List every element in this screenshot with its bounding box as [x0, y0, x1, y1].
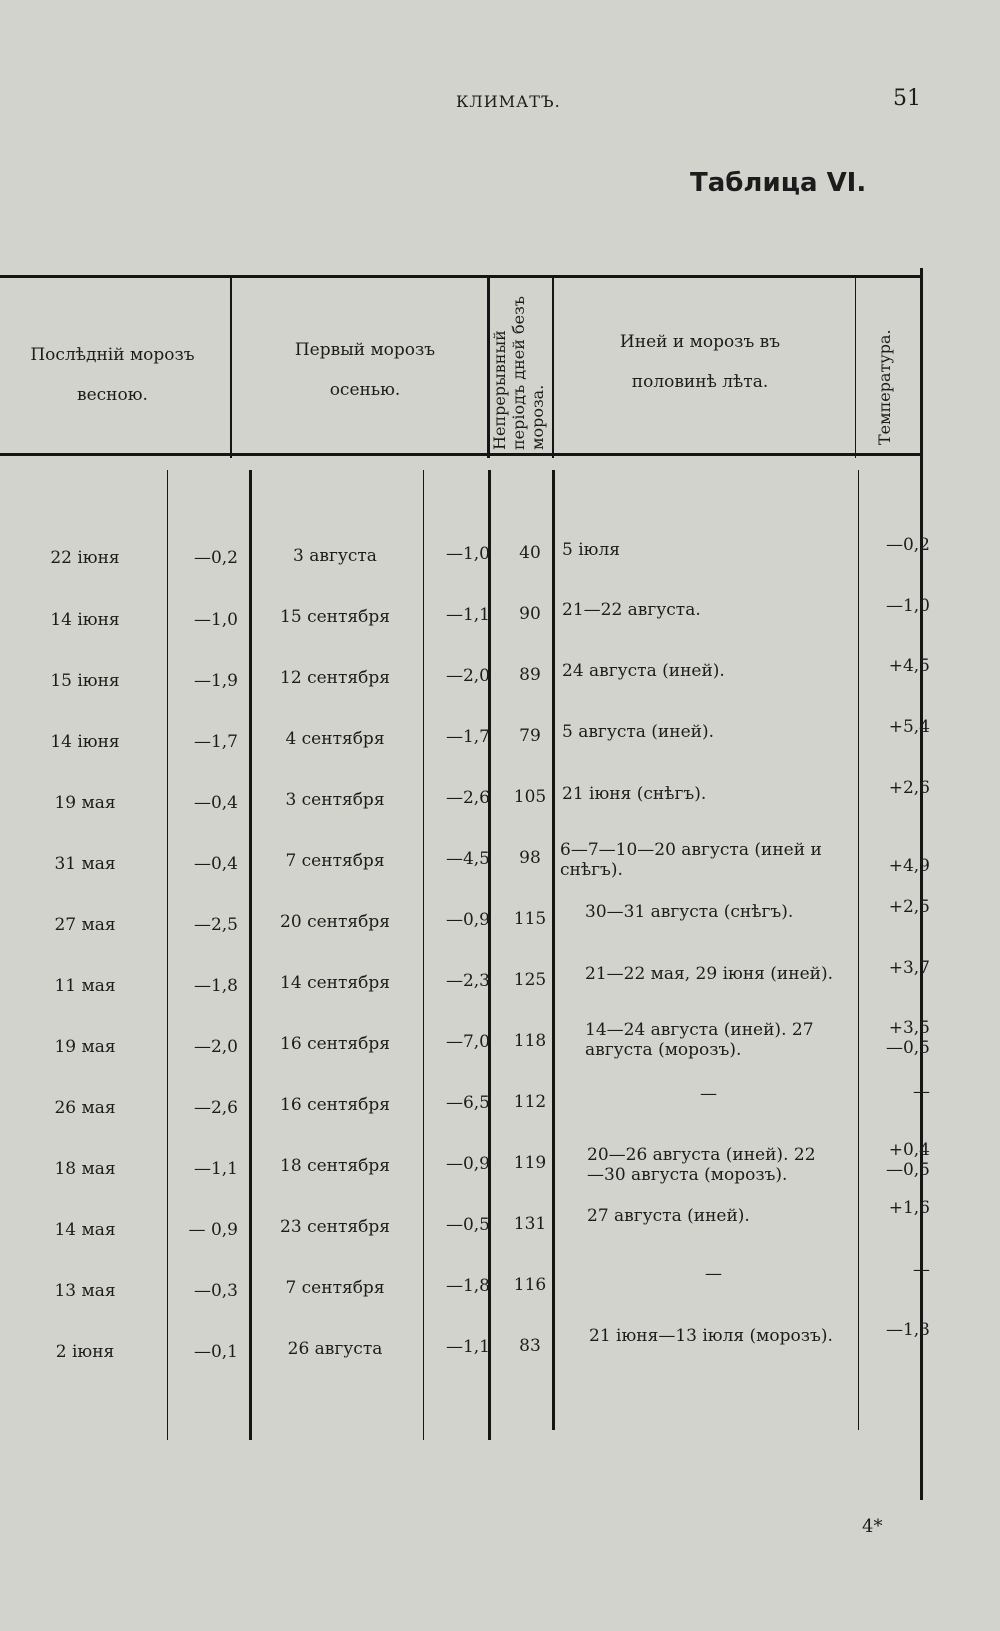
last-frost-date: 31 мая	[54, 854, 116, 874]
first-frost-temp: —1,1	[445, 605, 490, 625]
first-frost-temp: —2,6	[445, 788, 490, 808]
last-frost-date: 18 мая	[54, 1159, 116, 1179]
midsummer-frost-note: —	[705, 1264, 722, 1284]
first-frost-date: 15 сентября	[280, 607, 390, 627]
first-frost-temp: —0,5	[445, 1215, 490, 1235]
first-frost-temp: —1,1	[445, 1337, 490, 1357]
temperature-value: +2,6	[888, 778, 930, 798]
running-head: КЛИМАТЪ.	[456, 92, 561, 111]
header-temperature: Температура.	[875, 329, 894, 445]
frost-free-days: 89	[519, 665, 541, 685]
midsummer-frost-note: —	[700, 1084, 717, 1104]
rule-right-edge	[920, 268, 923, 1500]
last-frost-temp: — 0,9	[188, 1220, 238, 1240]
page-number: 51	[893, 86, 921, 111]
midsummer-frost-note: 20—26 августа (иней). 22—30 августа (морозъ).	[587, 1145, 816, 1185]
last-frost-temp: —0,3	[193, 1281, 238, 1301]
last-frost-temp: —1,0	[193, 610, 238, 630]
temperature-value: +1,6	[888, 1198, 930, 1218]
first-frost-temp: —1,0	[445, 544, 490, 564]
frost-free-days: 115	[513, 909, 547, 929]
frost-free-days: 119	[513, 1153, 547, 1173]
midsummer-frost-note: 5 августа (иней).	[562, 722, 715, 742]
last-frost-date: 14 іюня	[50, 732, 120, 752]
rule-col-3	[552, 278, 554, 458]
frost-free-days: 98	[519, 848, 541, 868]
frost-free-days: 116	[513, 1275, 547, 1295]
table-top-rule	[0, 275, 922, 278]
temperature-value: +3,7	[888, 958, 930, 978]
midsummer-frost-note: 5 іюля	[562, 540, 620, 560]
first-frost-date: 3 августа	[293, 546, 377, 566]
first-frost-date: 3 сентября	[285, 790, 385, 810]
last-frost-date: 13 мая	[54, 1281, 116, 1301]
midsummer-frost-note: 21 іюня (снѣгъ).	[562, 784, 707, 804]
first-frost-date: 14 сентября	[280, 973, 390, 993]
midsummer-frost-note: 21 іюня—13 іюля (морозъ).	[589, 1326, 833, 1346]
temperature-value: —0,2	[885, 535, 930, 555]
first-frost-temp: —1,7	[445, 727, 490, 747]
frost-free-days: 118	[513, 1031, 547, 1051]
last-frost-temp: —0,2	[193, 548, 238, 568]
first-frost-temp: —0,9	[445, 1154, 490, 1174]
frost-free-days: 83	[519, 1336, 541, 1356]
first-frost-date: 12 сентября	[280, 668, 390, 688]
first-frost-date: 7 сентября	[285, 851, 385, 871]
last-frost-date: 11 мая	[54, 976, 116, 996]
first-frost-date: 16 сентября	[280, 1034, 390, 1054]
table-title: Таблица VI.	[690, 168, 867, 198]
last-frost-temp: —0,4	[193, 854, 238, 874]
frost-free-days: 90	[519, 604, 541, 624]
temperature-value: —1,0	[885, 596, 930, 616]
last-frost-date: 2 іюня	[55, 1342, 115, 1362]
first-frost-date: 20 сентября	[280, 912, 390, 932]
last-frost-date: 27 мая	[54, 915, 116, 935]
first-frost-temp: —0,9	[445, 910, 490, 930]
last-frost-temp: —1,8	[193, 976, 238, 996]
temperature-value: +5,4	[888, 717, 930, 737]
last-frost-temp: —2,6	[193, 1098, 238, 1118]
last-frost-date: 22 іюня	[50, 548, 120, 568]
first-frost-temp: —2,3	[445, 971, 490, 991]
last-frost-date: 19 мая	[54, 1037, 116, 1057]
midsummer-frost-note: 24 августа (иней).	[562, 661, 725, 681]
last-frost-date: 14 мая	[54, 1220, 116, 1240]
signature-mark: 4*	[862, 1516, 883, 1537]
last-frost-temp: —2,5	[193, 915, 238, 935]
last-frost-date: 19 мая	[54, 793, 116, 813]
temperature-value: +3,5 —0,5	[885, 1018, 930, 1058]
first-frost-temp: —4,5	[445, 849, 490, 869]
last-frost-date: 14 іюня	[50, 610, 120, 630]
frost-free-days: 105	[513, 787, 547, 807]
header-first-frost: Первый морозъ осенью.	[294, 340, 436, 400]
first-frost-temp: —2,0	[445, 666, 490, 686]
first-frost-date: 7 сентября	[285, 1278, 385, 1298]
frost-free-days: 125	[513, 970, 547, 990]
midsummer-frost-note: 30—31 августа (снѣгъ).	[585, 902, 794, 922]
last-frost-temp: —2,0	[193, 1037, 238, 1057]
rule-col-1	[230, 278, 232, 458]
first-frost-date: 16 сентября	[280, 1095, 390, 1115]
temperature-value: +2,5	[888, 897, 930, 917]
header-last-frost: Послѣдній морозъ весною.	[30, 345, 195, 405]
frost-free-days: 131	[513, 1214, 547, 1234]
last-frost-temp: —1,1	[193, 1159, 238, 1179]
frost-free-days: 112	[513, 1092, 547, 1112]
first-frost-temp: —7,0	[445, 1032, 490, 1052]
frost-free-days: 40	[519, 543, 541, 563]
last-frost-date: 26 мая	[54, 1098, 116, 1118]
header-bottom-rule	[0, 453, 922, 456]
first-frost-temp: —1,8	[445, 1276, 490, 1296]
temperature-value: —1,3	[885, 1320, 930, 1340]
last-frost-temp: —1,9	[193, 671, 238, 691]
last-frost-temp: —0,4	[193, 793, 238, 813]
last-frost-date: 15 іюня	[50, 671, 120, 691]
first-frost-date: 26 августа	[287, 1339, 383, 1359]
first-frost-date: 4 сентября	[285, 729, 385, 749]
header-midsummer-frost: Иней и морозъ въ половинѣ лѣта.	[619, 332, 781, 392]
temperature-value: —	[913, 1260, 930, 1280]
midsummer-frost-note: 21—22 мая, 29 іюня (иней).	[585, 964, 834, 984]
rule-col-4	[855, 278, 856, 458]
last-frost-temp: —0,1	[193, 1342, 238, 1362]
header-frost-free-period: Непрерывный періодъ дней безъ мороза.	[490, 296, 547, 450]
frost-free-days: 79	[519, 726, 541, 746]
midsummer-frost-note: 14—24 августа (иней). 27 августа (морозъ).	[585, 1020, 814, 1060]
first-frost-date: 18 сентября	[280, 1156, 390, 1176]
temperature-value: +0,4 —0,5	[885, 1140, 930, 1180]
temperature-value: +4,5	[888, 656, 930, 676]
first-frost-date: 23 сентября	[280, 1217, 390, 1237]
midsummer-frost-note: 21—22 августа.	[562, 600, 701, 620]
first-frost-temp: —6,5	[445, 1093, 490, 1113]
midsummer-frost-note: 27 августа (иней).	[587, 1206, 750, 1226]
midsummer-frost-note: 6—7—10—20 августа (иней и снѣгъ).	[560, 840, 822, 880]
temperature-value: +4,9	[888, 856, 930, 876]
temperature-value: —	[913, 1082, 930, 1102]
last-frost-temp: —1,7	[193, 732, 238, 752]
